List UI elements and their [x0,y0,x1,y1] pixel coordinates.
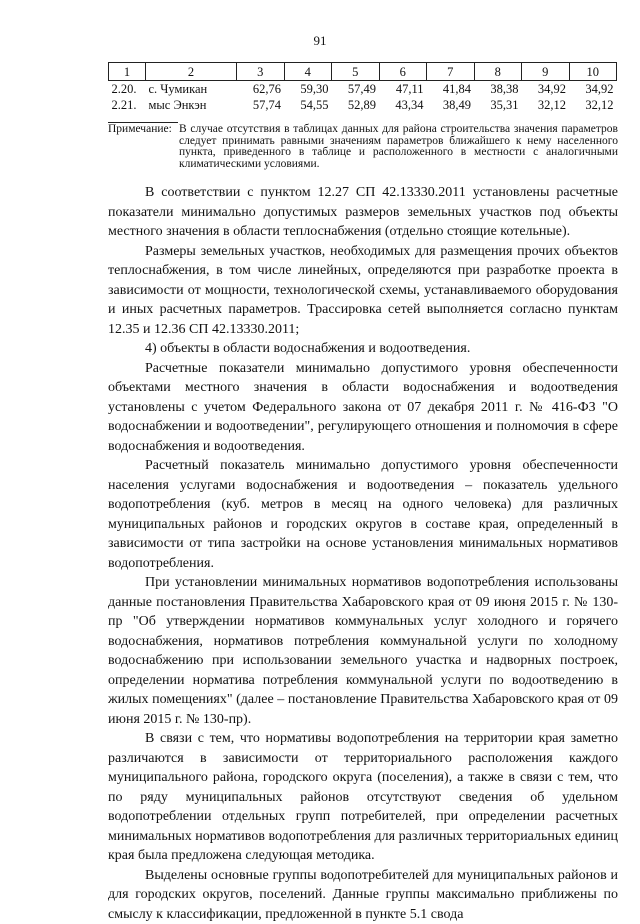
table-cell: 43,34 [379,97,427,113]
table-cell: 52,89 [332,97,380,113]
table-cell: 34,92 [522,81,570,98]
table-cell: 35,31 [474,97,522,113]
table-row [109,97,617,113]
table-cell: 41,84 [427,81,475,98]
paragraph: Расчетный показатель минимально допустимого уровня обеспеченности населения услугами водоснабжения и водоотведения – показатель удельного водопотребления (куб. метров в месяц на одного человека) для различных муниципальных районов и городских округов в составе края, определенный в зависимости от типа застройки на основе установления минимальных нормативов водопотребления. [108,456,618,573]
table-cell: 38,49 [427,97,475,113]
body-text [108,183,618,924]
table-header-cell: 5 [332,63,380,81]
table-note [108,124,618,170]
table-row [109,81,617,98]
paragraph: 4) объекты в области водоснабжения и водоотведения. [108,339,618,359]
paragraph: Выделены основные группы водопотребителей для муниципальных районов и для городских округов, поселений. Данные группы максимально приближены по смыслу к классификации, предложенной в пункте 5.1 свода [108,866,618,924]
table-cell-locality: мыс Энкэн [146,97,237,113]
table-header-cell: 9 [522,63,570,81]
table-cell: 34,92 [569,81,617,98]
paragraph: Размеры земельных участков, необходимых для размещения прочих объектов теплоснабжения, в том числе линейных, определяются при разработке проекта в зависимости от мощности, технологической схемы, устанавливаемого оборудования и иных расчетных параметров. Трассировка сетей выполняется согласно пунктам 12.35 и 12.36 СП 42.13330.2011; [108,242,618,340]
note-text: В случае отсутствия в таблицах данных для района строительства значения параметров следует принимать равными значениям параметров ближайшего к нему населенного пункта, приведенного в таблице и расположенного в местности с аналогичными климатическими условиями. [179,124,618,170]
table-cell-index: 2.21. [109,97,146,113]
table-cell: 57,74 [237,97,285,113]
table-cell: 59,30 [284,81,332,98]
table-cell: 62,76 [237,81,285,98]
table-header-cell: 2 [146,63,237,81]
climate-parameters-table [108,62,617,113]
note-label: Примечание: [108,124,172,136]
table-header-cell: 1 [109,63,146,81]
paragraph: При установлении минимальных нормативов водопотребления использованы данные постановления Правительства Хабаровского края от 09 июня 2015 г. № 130-пр "Об утверждении нормативов коммунальных услуг холодного и горячего водоснабжения, нормативов потребления коммунальной услуги по холодному водоснабжению при использовании земельного участка и надворных построек, определении норматива потребления коммунальной услуги по водоотведению в жилых помещениях" (далее – постановление Правительства Хабаровского края от 09 июня 2015 г. № 130-пр). [108,573,618,729]
table-cell: 47,11 [379,81,427,98]
table-header-cell: 8 [474,63,522,81]
paragraph: В связи с тем, что нормативы водопотребления на территории края заметно различаются в зависимости от территориального расположения каждого муниципального района, городского округа (поселения), а также в связи с тем, что по ряду муниципальных районов отсутствуют сведения об удельном водопотреблении отдельных групп потребителей, при определении расчетных минимальных нормативов водопотребления для различных территориальных единиц края была предложена следующая методика. [108,729,618,866]
table-cell: 54,55 [284,97,332,113]
table-cell-locality: с. Чумикан [146,81,237,98]
paragraph: Расчетные показатели минимально допустимого уровня обеспеченности объектами местного значения в области водоснабжения и водоотведения установлены с учетом Федерального закона от 07 декабря 2011 г. № 416-ФЗ "О водоснабжении и водоотведении", регулирующего отношения и полномочия в сфере водоснабжения и водоотведения. [108,359,618,457]
table-cell: 32,12 [569,97,617,113]
paragraph: В соответствии с пунктом 12.27 СП 42.13330.2011 установлены расчетные показатели минимально допустимых размеров земельных участков под объекты местного значения в области теплоснабжения (отдельно стоящие котельные). [108,183,618,242]
table-header-cell: 10 [569,63,617,81]
table-header-cell: 7 [427,63,475,81]
table-header-cell: 6 [379,63,427,81]
page-number: 91 [0,33,640,49]
table-header-row [109,63,617,81]
table-cell: 38,38 [474,81,522,98]
table-header-cell: 4 [284,63,332,81]
table-cell: 32,12 [522,97,570,113]
table-header-cell: 3 [237,63,285,81]
table-cell: 57,49 [332,81,380,98]
table-cell-index: 2.20. [109,81,146,98]
